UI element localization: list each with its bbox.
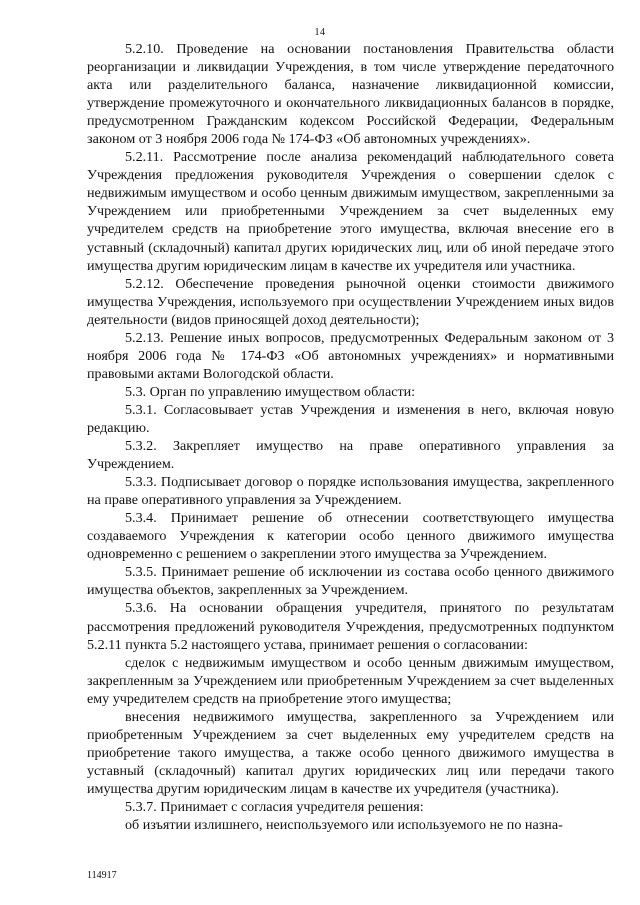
paragraph-contribution: внесения недвижимого имущества, закрепленного за Учреждением или приобретенным Учреждением за счет выделенных ему учредителем средств на приобретение такого имущества, а также особо ценного движимого имущества в уставный (складочный) капитал других юридических лиц или передачи такого имущества другим юридическим лицам в качестве их учредителя (участника). <box>87 708 614 797</box>
paragraph-5-2-12: 5.2.12. Обеспечение проведения рыночной оценки стоимости движимого имущества Учреждения, используемого при осуществлении Учреждением иных видов деятельности (видов приносящей доход деятельности); <box>87 275 614 328</box>
paragraph-5-3-1: 5.3.1. Согласовывает устав Учреждения и изменения в него, включая новую редакцию. <box>87 401 614 436</box>
paragraph-5-3-6: 5.3.6. На основании обращения учредителя, принятого по результатам рассмотрения предложений руководителя Учреждения, предусмотренных подпунктом 5.2.11 пункта 5.2 настоящего устава, принимает решения о согласовании: <box>87 600 614 653</box>
paragraph-withdrawal: об изъятии излишнего, неиспользуемого или используемого не по назна- <box>125 817 563 834</box>
document-body <box>87 40 614 834</box>
paragraph-5-3: 5.3. Орган по управлению имуществом области: <box>125 383 416 400</box>
paragraph-5-3-2: 5.3.2. Закрепляет имущество на праве оперативного управления за Учреждением. <box>87 438 614 473</box>
paragraph-5-2-13: 5.2.13. Решение иных вопросов, предусмотренных Федеральным законом от 3 ноября 2006 года № 174-ФЗ «Об автономных учреждениях» и нормативными правовыми актами Вологодской области. <box>87 329 614 382</box>
paragraph-5-3-4: 5.3.4. Принимает решение об отнесении соответствующего имущества создаваемого Учреждения к категории особо ценного движимого имущества одновременно с решением о закреплении этого имущества за Учреждением. <box>87 510 614 563</box>
paragraph-5-2-10: 5.2.10. Проведение на основании постановления Правительства области реорганизации и ликвидации Учреждения, в том числе утверждение передаточного акта или разделительного баланса, назначение ликвидационной комиссии, утверждение промежуточного и окончательного ликвидационных балансов в порядке, предусмотренном Гражданским кодексом Российской Федерации, Федеральным законом от 3 ноября 2006 года № 174-ФЗ «Об автономных учреждениях». <box>87 41 614 148</box>
paragraph-5-3-5: 5.3.5. Принимает решение об исключении из состава особо ценного движимого имущества объектов, закрепленных за Учреждением. <box>87 564 614 599</box>
paragraph-5-3-7: 5.3.7. Принимает с согласия учредителя решения: <box>125 798 424 815</box>
paragraph-5-2-11: 5.2.11. Рассмотрение после анализа рекомендаций наблюдательного совета Учреждения предложения руководителя Учреждения о совершении сделок с недвижимым имуществом и особо ценным движимым имуществом, закрепленными за Учреждением или приобретенными Учреждением за счет выделенных ему учредителем средств на приобретение этого имущества, включая внесение его в уставный (складочный) капитал других юридических лиц, или об иной передаче этого имущества другим юридическим лицам в качестве их учредителя или участника. <box>87 149 614 274</box>
paragraph-5-3-3: 5.3.3. Подписывает договор о порядке использования имущества, закрепленного на праве оперативного управления за Учреждением. <box>87 474 614 509</box>
document-code: 114917 <box>87 870 117 881</box>
paragraph-transactions: сделок с недвижимым имуществом и особо ценным движимым имуществом, закрепленным за Учреждением или приобретенным Учреждением за счет выделенных ему учредителем средств на приобретение этого имущества; <box>87 654 614 707</box>
page-number: 14 <box>314 27 326 38</box>
